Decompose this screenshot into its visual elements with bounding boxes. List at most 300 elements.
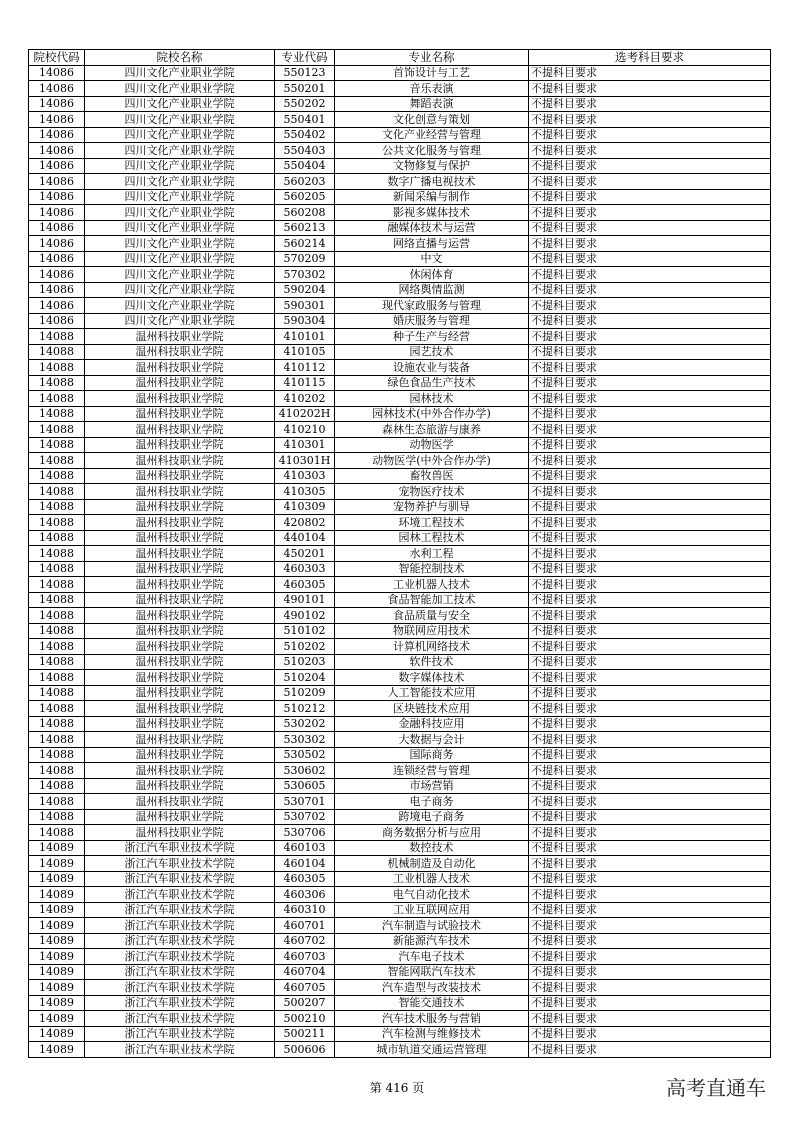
major-code-cell: 590304	[275, 313, 335, 329]
school-name-cell: 温州科技职业学院	[85, 716, 275, 732]
major-code-cell: 410301H	[275, 453, 335, 469]
school-name-cell: 浙江汽车职业技术学院	[85, 918, 275, 934]
subject-requirement-cell: 不提科目要求	[529, 530, 771, 546]
subject-requirement-cell: 不提科目要求	[529, 1026, 771, 1042]
major-name-cell: 工业互联网应用	[335, 902, 529, 918]
school-name-cell: 四川文化产业职业学院	[85, 189, 275, 205]
major-name-cell: 休闲体育	[335, 267, 529, 283]
major-name-cell: 汽车电子技术	[335, 949, 529, 965]
school-name-cell: 浙江汽车职业技术学院	[85, 933, 275, 949]
table-row	[29, 778, 771, 794]
page-number: 第 416 页	[369, 1081, 425, 1095]
subject-requirement-cell: 不提科目要求	[529, 96, 771, 112]
school-code-cell: 14088	[29, 499, 85, 515]
table-row	[29, 189, 771, 205]
major-name-cell: 数字广播电视技术	[335, 174, 529, 190]
subject-requirement-cell: 不提科目要求	[529, 654, 771, 670]
school-name-cell: 四川文化产业职业学院	[85, 143, 275, 159]
table-row	[29, 701, 771, 717]
school-code-cell: 14089	[29, 1026, 85, 1042]
table-row	[29, 871, 771, 887]
school-code-cell: 14086	[29, 251, 85, 267]
school-code-cell: 14088	[29, 685, 85, 701]
subject-requirement-cell: 不提科目要求	[529, 856, 771, 872]
major-name-cell: 宠物医疗技术	[335, 484, 529, 500]
major-name-cell: 智能交通技术	[335, 995, 529, 1011]
admission-table	[28, 49, 771, 1058]
school-code-cell: 14088	[29, 468, 85, 484]
school-code-cell: 14086	[29, 81, 85, 97]
major-name-cell: 公共文化服务与管理	[335, 143, 529, 159]
major-code-cell: 550404	[275, 158, 335, 174]
major-name-cell: 商务数据分析与应用	[335, 825, 529, 841]
school-code-cell: 14088	[29, 437, 85, 453]
school-name-cell: 四川文化产业职业学院	[85, 96, 275, 112]
school-name-cell: 温州科技职业学院	[85, 422, 275, 438]
major-name-cell: 城市轨道交通运营管理	[335, 1042, 529, 1058]
subject-requirement-cell: 不提科目要求	[529, 515, 771, 531]
major-code-cell: 550401	[275, 112, 335, 128]
major-code-cell: 410105	[275, 344, 335, 360]
subject-requirement-cell: 不提科目要求	[529, 313, 771, 329]
table-row	[29, 918, 771, 934]
major-code-cell: 530702	[275, 809, 335, 825]
school-code-cell: 14086	[29, 205, 85, 221]
subject-requirement-cell: 不提科目要求	[529, 840, 771, 856]
school-code-cell: 14089	[29, 887, 85, 903]
major-code-cell: 460303	[275, 561, 335, 577]
school-code-cell: 14088	[29, 794, 85, 810]
school-code-cell: 14089	[29, 980, 85, 996]
subject-requirement-cell: 不提科目要求	[529, 174, 771, 190]
table-row	[29, 236, 771, 252]
table-row	[29, 112, 771, 128]
major-name-cell: 物联网应用技术	[335, 623, 529, 639]
major-name-cell: 动物医学(中外合作办学)	[335, 453, 529, 469]
major-code-cell: 460703	[275, 949, 335, 965]
major-code-cell: 560208	[275, 205, 335, 221]
school-name-cell: 温州科技职业学院	[85, 639, 275, 655]
table-row	[29, 546, 771, 562]
school-code-cell: 14086	[29, 143, 85, 159]
table-row	[29, 949, 771, 965]
subject-requirement-cell: 不提科目要求	[529, 778, 771, 794]
school-name-cell: 温州科技职业学院	[85, 608, 275, 624]
table-row	[29, 329, 771, 345]
table-body	[29, 65, 771, 1057]
school-name-cell: 温州科技职业学院	[85, 763, 275, 779]
major-code-cell: 510212	[275, 701, 335, 717]
subject-requirement-cell: 不提科目要求	[529, 546, 771, 562]
table-row	[29, 716, 771, 732]
school-code-cell: 14088	[29, 747, 85, 763]
major-name-cell: 智能控制技术	[335, 561, 529, 577]
school-name-cell: 浙江汽车职业技术学院	[85, 995, 275, 1011]
major-code-cell: 530502	[275, 747, 335, 763]
subject-requirement-cell: 不提科目要求	[529, 623, 771, 639]
table-row	[29, 484, 771, 500]
major-code-cell: 490101	[275, 592, 335, 608]
table-row	[29, 794, 771, 810]
subject-requirement-cell: 不提科目要求	[529, 298, 771, 314]
school-name-cell: 浙江汽车职业技术学院	[85, 1042, 275, 1058]
school-name-cell: 浙江汽车职业技术学院	[85, 964, 275, 980]
major-name-cell: 工业机器人技术	[335, 871, 529, 887]
school-code-cell: 14088	[29, 375, 85, 391]
major-code-cell: 410112	[275, 360, 335, 376]
subject-requirement-cell: 不提科目要求	[529, 902, 771, 918]
major-code-cell: 460705	[275, 980, 335, 996]
major-code-cell: 460702	[275, 933, 335, 949]
subject-requirement-cell: 不提科目要求	[529, 406, 771, 422]
major-code-cell: 410309	[275, 499, 335, 515]
school-name-cell: 温州科技职业学院	[85, 360, 275, 376]
major-name-cell: 中文	[335, 251, 529, 267]
subject-requirement-cell: 不提科目要求	[529, 65, 771, 81]
table-row	[29, 1011, 771, 1027]
subject-requirement-cell: 不提科目要求	[529, 918, 771, 934]
major-code-cell: 500606	[275, 1042, 335, 1058]
school-code-cell: 14086	[29, 189, 85, 205]
major-name-cell: 舞蹈表演	[335, 96, 529, 112]
major-name-cell: 园艺技术	[335, 344, 529, 360]
table-row	[29, 685, 771, 701]
school-name-cell: 温州科技职业学院	[85, 623, 275, 639]
table-row	[29, 747, 771, 763]
major-name-cell: 汽车检测与维修技术	[335, 1026, 529, 1042]
subject-requirement-cell: 不提科目要求	[529, 220, 771, 236]
major-name-cell: 市场营销	[335, 778, 529, 794]
major-name-cell: 影视多媒体技术	[335, 205, 529, 221]
school-code-cell: 14088	[29, 654, 85, 670]
table-row	[29, 933, 771, 949]
subject-requirement-cell: 不提科目要求	[529, 468, 771, 484]
school-code-cell: 14088	[29, 608, 85, 624]
subject-requirement-cell: 不提科目要求	[529, 282, 771, 298]
major-name-cell: 跨境电子商务	[335, 809, 529, 825]
school-name-cell: 温州科技职业学院	[85, 437, 275, 453]
major-name-cell: 数字媒体技术	[335, 670, 529, 686]
school-name-cell: 浙江汽车职业技术学院	[85, 1011, 275, 1027]
subject-requirement-cell: 不提科目要求	[529, 670, 771, 686]
table-row	[29, 809, 771, 825]
subject-requirement-cell: 不提科目要求	[529, 391, 771, 407]
major-name-cell: 电子商务	[335, 794, 529, 810]
subject-requirement-cell: 不提科目要求	[529, 143, 771, 159]
subject-requirement-cell: 不提科目要求	[529, 825, 771, 841]
table-row	[29, 561, 771, 577]
table-row	[29, 468, 771, 484]
major-code-cell: 460103	[275, 840, 335, 856]
major-name-cell: 金融科技应用	[335, 716, 529, 732]
table-row	[29, 282, 771, 298]
subject-requirement-cell: 不提科目要求	[529, 794, 771, 810]
school-name-cell: 浙江汽车职业技术学院	[85, 980, 275, 996]
school-code-cell: 14088	[29, 515, 85, 531]
subject-requirement-cell: 不提科目要求	[529, 732, 771, 748]
school-name-cell: 温州科技职业学院	[85, 825, 275, 841]
subject-requirement-cell: 不提科目要求	[529, 267, 771, 283]
table-row	[29, 391, 771, 407]
school-code-cell: 14089	[29, 871, 85, 887]
subject-requirement-cell: 不提科目要求	[529, 685, 771, 701]
major-name-cell: 水利工程	[335, 546, 529, 562]
major-code-cell: 510203	[275, 654, 335, 670]
table-row	[29, 732, 771, 748]
subject-requirement-cell: 不提科目要求	[529, 639, 771, 655]
school-name-cell: 四川文化产业职业学院	[85, 220, 275, 236]
school-code-cell: 14088	[29, 453, 85, 469]
school-name-cell: 温州科技职业学院	[85, 391, 275, 407]
school-name-cell: 四川文化产业职业学院	[85, 112, 275, 128]
subject-requirement-cell: 不提科目要求	[529, 360, 771, 376]
subject-requirement-cell: 不提科目要求	[529, 716, 771, 732]
major-name-cell: 新能源汽车技术	[335, 933, 529, 949]
major-code-cell: 410202H	[275, 406, 335, 422]
major-code-cell: 410101	[275, 329, 335, 345]
school-code-cell: 14089	[29, 933, 85, 949]
major-name-cell: 汽车造型与改装技术	[335, 980, 529, 996]
major-code-cell: 550201	[275, 81, 335, 97]
school-code-cell: 14086	[29, 65, 85, 81]
major-code-cell: 550403	[275, 143, 335, 159]
subject-requirement-cell: 不提科目要求	[529, 1011, 771, 1027]
major-name-cell: 食品质量与安全	[335, 608, 529, 624]
school-name-cell: 温州科技职业学院	[85, 685, 275, 701]
table-row	[29, 422, 771, 438]
school-name-cell: 四川文化产业职业学院	[85, 65, 275, 81]
major-code-cell: 410115	[275, 375, 335, 391]
major-code-cell: 590204	[275, 282, 335, 298]
school-code-cell: 14086	[29, 112, 85, 128]
table-row	[29, 608, 771, 624]
major-code-cell: 410210	[275, 422, 335, 438]
school-code-cell: 14088	[29, 809, 85, 825]
major-name-cell: 森林生态旅游与康养	[335, 422, 529, 438]
table-row	[29, 825, 771, 841]
table-row	[29, 65, 771, 81]
school-name-cell: 浙江汽车职业技术学院	[85, 840, 275, 856]
school-code-cell: 14088	[29, 561, 85, 577]
subject-requirement-cell: 不提科目要求	[529, 608, 771, 624]
subject-requirement-cell: 不提科目要求	[529, 964, 771, 980]
major-name-cell: 现代家政服务与管理	[335, 298, 529, 314]
school-name-cell: 四川文化产业职业学院	[85, 174, 275, 190]
major-code-cell: 410202	[275, 391, 335, 407]
subject-requirement-cell: 不提科目要求	[529, 747, 771, 763]
major-name-cell: 网络直播与运营	[335, 236, 529, 252]
school-code-cell: 14088	[29, 530, 85, 546]
school-name-cell: 四川文化产业职业学院	[85, 313, 275, 329]
major-code-cell: 460704	[275, 964, 335, 980]
table-row	[29, 267, 771, 283]
school-code-cell: 14088	[29, 406, 85, 422]
subject-requirement-cell: 不提科目要求	[529, 995, 771, 1011]
school-code-cell: 14088	[29, 391, 85, 407]
school-code-cell: 14088	[29, 546, 85, 562]
major-name-cell: 音乐表演	[335, 81, 529, 97]
table-row	[29, 623, 771, 639]
school-code-cell: 14088	[29, 639, 85, 655]
school-name-cell: 温州科技职业学院	[85, 484, 275, 500]
table-row	[29, 763, 771, 779]
table-header-row	[29, 50, 771, 66]
major-name-cell: 区块链技术应用	[335, 701, 529, 717]
major-name-cell: 文化创意与策划	[335, 112, 529, 128]
table-row	[29, 654, 771, 670]
header-major-name: 专业名称	[335, 50, 529, 66]
brand-logo-text: 高考直通车	[666, 1076, 766, 1100]
major-code-cell: 460310	[275, 902, 335, 918]
school-name-cell: 温州科技职业学院	[85, 515, 275, 531]
table-row	[29, 158, 771, 174]
major-name-cell: 畜牧兽医	[335, 468, 529, 484]
school-name-cell: 温州科技职业学院	[85, 375, 275, 391]
table-row	[29, 856, 771, 872]
school-code-cell: 14089	[29, 1011, 85, 1027]
school-name-cell: 温州科技职业学院	[85, 778, 275, 794]
table-row	[29, 313, 771, 329]
major-code-cell: 510209	[275, 685, 335, 701]
school-name-cell: 温州科技职业学院	[85, 794, 275, 810]
subject-requirement-cell: 不提科目要求	[529, 189, 771, 205]
school-code-cell: 14088	[29, 701, 85, 717]
header-school-code: 院校代码	[29, 50, 85, 66]
major-name-cell: 园林工程技术	[335, 530, 529, 546]
subject-requirement-cell: 不提科目要求	[529, 887, 771, 903]
major-name-cell: 种子生产与经营	[335, 329, 529, 345]
major-name-cell: 大数据与会计	[335, 732, 529, 748]
school-name-cell: 四川文化产业职业学院	[85, 127, 275, 143]
subject-requirement-cell: 不提科目要求	[529, 81, 771, 97]
school-name-cell: 四川文化产业职业学院	[85, 81, 275, 97]
school-name-cell: 温州科技职业学院	[85, 577, 275, 593]
major-name-cell: 新闻采编与制作	[335, 189, 529, 205]
major-name-cell: 电气自动化技术	[335, 887, 529, 903]
major-code-cell: 560203	[275, 174, 335, 190]
major-code-cell: 530605	[275, 778, 335, 794]
school-name-cell: 温州科技职业学院	[85, 561, 275, 577]
table-row	[29, 592, 771, 608]
major-name-cell: 网络舆情监测	[335, 282, 529, 298]
major-code-cell: 560205	[275, 189, 335, 205]
major-code-cell: 440104	[275, 530, 335, 546]
school-name-cell: 温州科技职业学院	[85, 809, 275, 825]
school-name-cell: 温州科技职业学院	[85, 329, 275, 345]
major-code-cell: 550402	[275, 127, 335, 143]
school-name-cell: 温州科技职业学院	[85, 406, 275, 422]
major-code-cell: 530602	[275, 763, 335, 779]
major-name-cell: 首饰设计与工艺	[335, 65, 529, 81]
school-code-cell: 14089	[29, 964, 85, 980]
table-row	[29, 220, 771, 236]
major-code-cell: 460305	[275, 577, 335, 593]
school-name-cell: 温州科技职业学院	[85, 453, 275, 469]
school-code-cell: 14089	[29, 856, 85, 872]
subject-requirement-cell: 不提科目要求	[529, 127, 771, 143]
school-name-cell: 浙江汽车职业技术学院	[85, 902, 275, 918]
school-code-cell: 14086	[29, 174, 85, 190]
major-name-cell: 软件技术	[335, 654, 529, 670]
school-code-cell: 14089	[29, 840, 85, 856]
school-code-cell: 14086	[29, 96, 85, 112]
major-code-cell: 530706	[275, 825, 335, 841]
school-name-cell: 浙江汽车职业技术学院	[85, 871, 275, 887]
table-row	[29, 670, 771, 686]
header-school-name: 院校名称	[85, 50, 275, 66]
major-code-cell: 560214	[275, 236, 335, 252]
major-name-cell: 动物医学	[335, 437, 529, 453]
major-code-cell: 510202	[275, 639, 335, 655]
major-code-cell: 460104	[275, 856, 335, 872]
major-code-cell: 530701	[275, 794, 335, 810]
subject-requirement-cell: 不提科目要求	[529, 949, 771, 965]
table-row	[29, 375, 771, 391]
school-name-cell: 四川文化产业职业学院	[85, 158, 275, 174]
school-code-cell: 14088	[29, 623, 85, 639]
school-name-cell: 温州科技职业学院	[85, 747, 275, 763]
school-code-cell: 14089	[29, 995, 85, 1011]
school-code-cell: 14088	[29, 778, 85, 794]
school-name-cell: 温州科技职业学院	[85, 654, 275, 670]
major-name-cell: 国际商务	[335, 747, 529, 763]
school-name-cell: 四川文化产业职业学院	[85, 282, 275, 298]
major-name-cell: 融媒体技术与运营	[335, 220, 529, 236]
school-code-cell: 14088	[29, 360, 85, 376]
table-row	[29, 639, 771, 655]
major-name-cell: 汽车制造与试验技术	[335, 918, 529, 934]
school-code-cell: 14088	[29, 592, 85, 608]
subject-requirement-cell: 不提科目要求	[529, 577, 771, 593]
school-name-cell: 温州科技职业学院	[85, 530, 275, 546]
subject-requirement-cell: 不提科目要求	[529, 933, 771, 949]
school-name-cell: 温州科技职业学院	[85, 344, 275, 360]
school-name-cell: 浙江汽车职业技术学院	[85, 949, 275, 965]
table-row	[29, 143, 771, 159]
table-row	[29, 515, 771, 531]
table-row	[29, 96, 771, 112]
major-name-cell: 设施农业与装备	[335, 360, 529, 376]
table-row	[29, 174, 771, 190]
major-name-cell: 智能网联汽车技术	[335, 964, 529, 980]
subject-requirement-cell: 不提科目要求	[529, 344, 771, 360]
subject-requirement-cell: 不提科目要求	[529, 112, 771, 128]
school-name-cell: 浙江汽车职业技术学院	[85, 887, 275, 903]
school-code-cell: 14088	[29, 716, 85, 732]
school-name-cell: 温州科技职业学院	[85, 499, 275, 515]
major-name-cell: 数控技术	[335, 840, 529, 856]
major-code-cell: 560213	[275, 220, 335, 236]
major-name-cell: 机械制造及自动化	[335, 856, 529, 872]
subject-requirement-cell: 不提科目要求	[529, 329, 771, 345]
school-code-cell: 14089	[29, 902, 85, 918]
school-name-cell: 温州科技职业学院	[85, 701, 275, 717]
subject-requirement-cell: 不提科目要求	[529, 871, 771, 887]
school-code-cell: 14086	[29, 220, 85, 236]
major-code-cell: 550123	[275, 65, 335, 81]
table-row	[29, 360, 771, 376]
subject-requirement-cell: 不提科目要求	[529, 561, 771, 577]
school-code-cell: 14088	[29, 484, 85, 500]
school-name-cell: 温州科技职业学院	[85, 592, 275, 608]
table-row	[29, 887, 771, 903]
subject-requirement-cell: 不提科目要求	[529, 236, 771, 252]
school-name-cell: 四川文化产业职业学院	[85, 298, 275, 314]
table-row	[29, 840, 771, 856]
school-code-cell: 14088	[29, 825, 85, 841]
major-name-cell: 婚庆服务与管理	[335, 313, 529, 329]
table-row	[29, 499, 771, 515]
